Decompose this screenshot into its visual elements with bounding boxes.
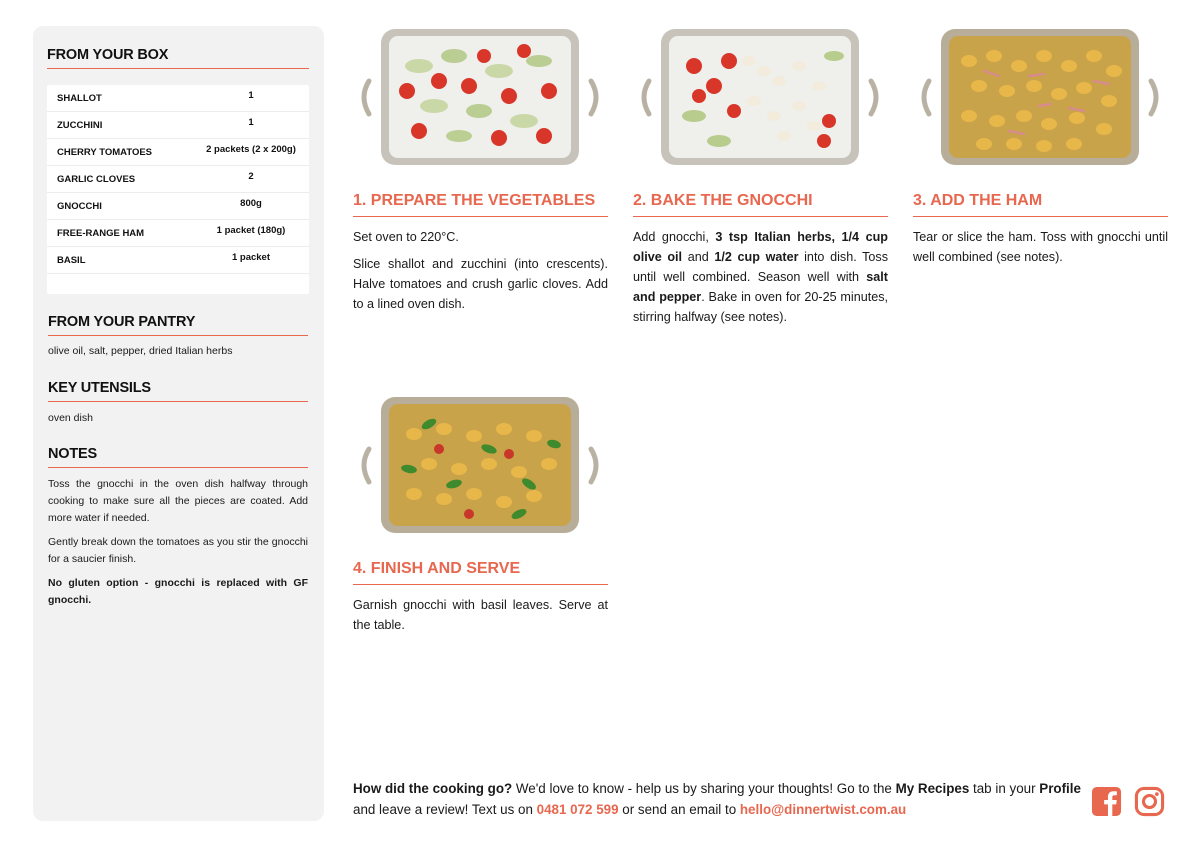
step-1-title: 1. PREPARE THE VEGETABLES bbox=[353, 192, 608, 217]
step-4-text: Garnish gnocchi with basil leaves. Serve at the table. bbox=[353, 598, 608, 632]
utensils-text: oven dish bbox=[48, 412, 93, 424]
email-link[interactable]: hello@dinnertwist.com.au bbox=[739, 802, 907, 817]
step-1-text: Slice shallot and zucchini (into crescents). Halve tomatoes and crush garlic cloves. Add to a lined oven dish. bbox=[353, 257, 608, 311]
ingredient-name: FREE-RANGE HAM bbox=[57, 228, 145, 239]
sidebar bbox=[33, 26, 324, 821]
note-paragraph: Toss the gnocchi in the oven dish halfway through cooking to make sure all the pieces are coated. Add more water if needed. bbox=[48, 478, 308, 524]
step-1-text: Set oven to 220°C. bbox=[353, 230, 459, 244]
notes-heading: NOTES bbox=[48, 446, 308, 468]
note-paragraph: Gently break down the tomatoes as you stir the gnocchi for a saucier finish. bbox=[48, 536, 308, 565]
step-2-title: 2. BAKE THE GNOCCHI bbox=[633, 192, 888, 217]
step-2-body bbox=[633, 227, 888, 334]
ingredient-row bbox=[47, 139, 309, 166]
ingredient-name: GNOCCHI bbox=[57, 201, 102, 212]
step-1-photo bbox=[359, 26, 601, 168]
feedback-footer: How did the cooking go? We'd love to know - help us by sharing your thoughts! Go to the My Recipes tab in your Profile and leave a review! Text us on 0481 072 599 or send an email to hello@dinnertwist.com.au bbox=[353, 781, 1081, 817]
ingredient-row bbox=[47, 85, 309, 112]
profile-link[interactable]: Profile bbox=[1039, 781, 1081, 796]
ingredient-name: GARLIC CLOVES bbox=[57, 174, 136, 185]
ingredients-table bbox=[47, 85, 309, 294]
ingredient-qty: 2 packets (2 x 200g) bbox=[206, 144, 296, 155]
facebook-icon[interactable] bbox=[1091, 786, 1122, 817]
ingredient-row bbox=[47, 247, 309, 274]
step-2-text: Add gnocchi, 3 tsp Italian herbs, 1/4 cup olive oil and 1/2 cup water into dish. Toss until well combined. Season well with salt and pepper. Bake in oven for 20-25 minutes, stirring halfway (see notes). bbox=[633, 230, 889, 324]
instagram-icon[interactable] bbox=[1134, 786, 1165, 817]
feedback-question: How did the cooking go? bbox=[353, 781, 513, 796]
notes-body bbox=[48, 476, 308, 616]
ingredient-qty: 1 bbox=[248, 90, 254, 101]
step-3-title: 3. ADD THE HAM bbox=[913, 192, 1168, 217]
pantry-text: olive oil, salt, pepper, dried Italian herbs bbox=[48, 345, 233, 357]
note-paragraph: No gluten option - gnocchi is replaced with GF gnocchi. bbox=[48, 577, 308, 606]
ingredient-qty: 1 packet (180g) bbox=[216, 225, 286, 236]
step-2-photo bbox=[639, 26, 881, 168]
step-4-photo bbox=[359, 394, 601, 536]
ingredient-name: CHERRY TOMATOES bbox=[57, 147, 153, 158]
box-heading: FROM YOUR BOX bbox=[47, 47, 309, 69]
ingredient-name: SHALLOT bbox=[57, 93, 102, 104]
step-3-photo bbox=[919, 26, 1161, 168]
step-4-title: 4. FINISH AND SERVE bbox=[353, 560, 608, 585]
ingredient-qty: 1 bbox=[248, 117, 254, 128]
utensils-heading: KEY UTENSILS bbox=[48, 380, 308, 402]
ingredient-row bbox=[47, 193, 309, 220]
phone-number[interactable]: 0481 072 599 bbox=[536, 802, 619, 817]
step-1-body bbox=[353, 227, 608, 321]
ingredient-qty: 1 packet bbox=[231, 252, 271, 263]
my-recipes-link[interactable]: My Recipes bbox=[895, 781, 970, 796]
step-3-text: Tear or slice the ham. Toss with gnocchi until well combined (see notes). bbox=[913, 230, 1168, 264]
ingredient-row bbox=[47, 166, 309, 193]
pantry-heading: FROM YOUR PANTRY bbox=[48, 314, 308, 336]
ingredient-name: ZUCCHINI bbox=[57, 120, 103, 131]
ingredient-qty: 800g bbox=[240, 198, 262, 209]
ingredient-qty: 2 bbox=[248, 171, 254, 182]
ingredient-row bbox=[47, 112, 309, 139]
step-3-body bbox=[913, 227, 1168, 274]
step-4-body bbox=[353, 595, 608, 642]
ingredient-name: BASIL bbox=[57, 255, 86, 266]
ingredient-row bbox=[47, 220, 309, 247]
